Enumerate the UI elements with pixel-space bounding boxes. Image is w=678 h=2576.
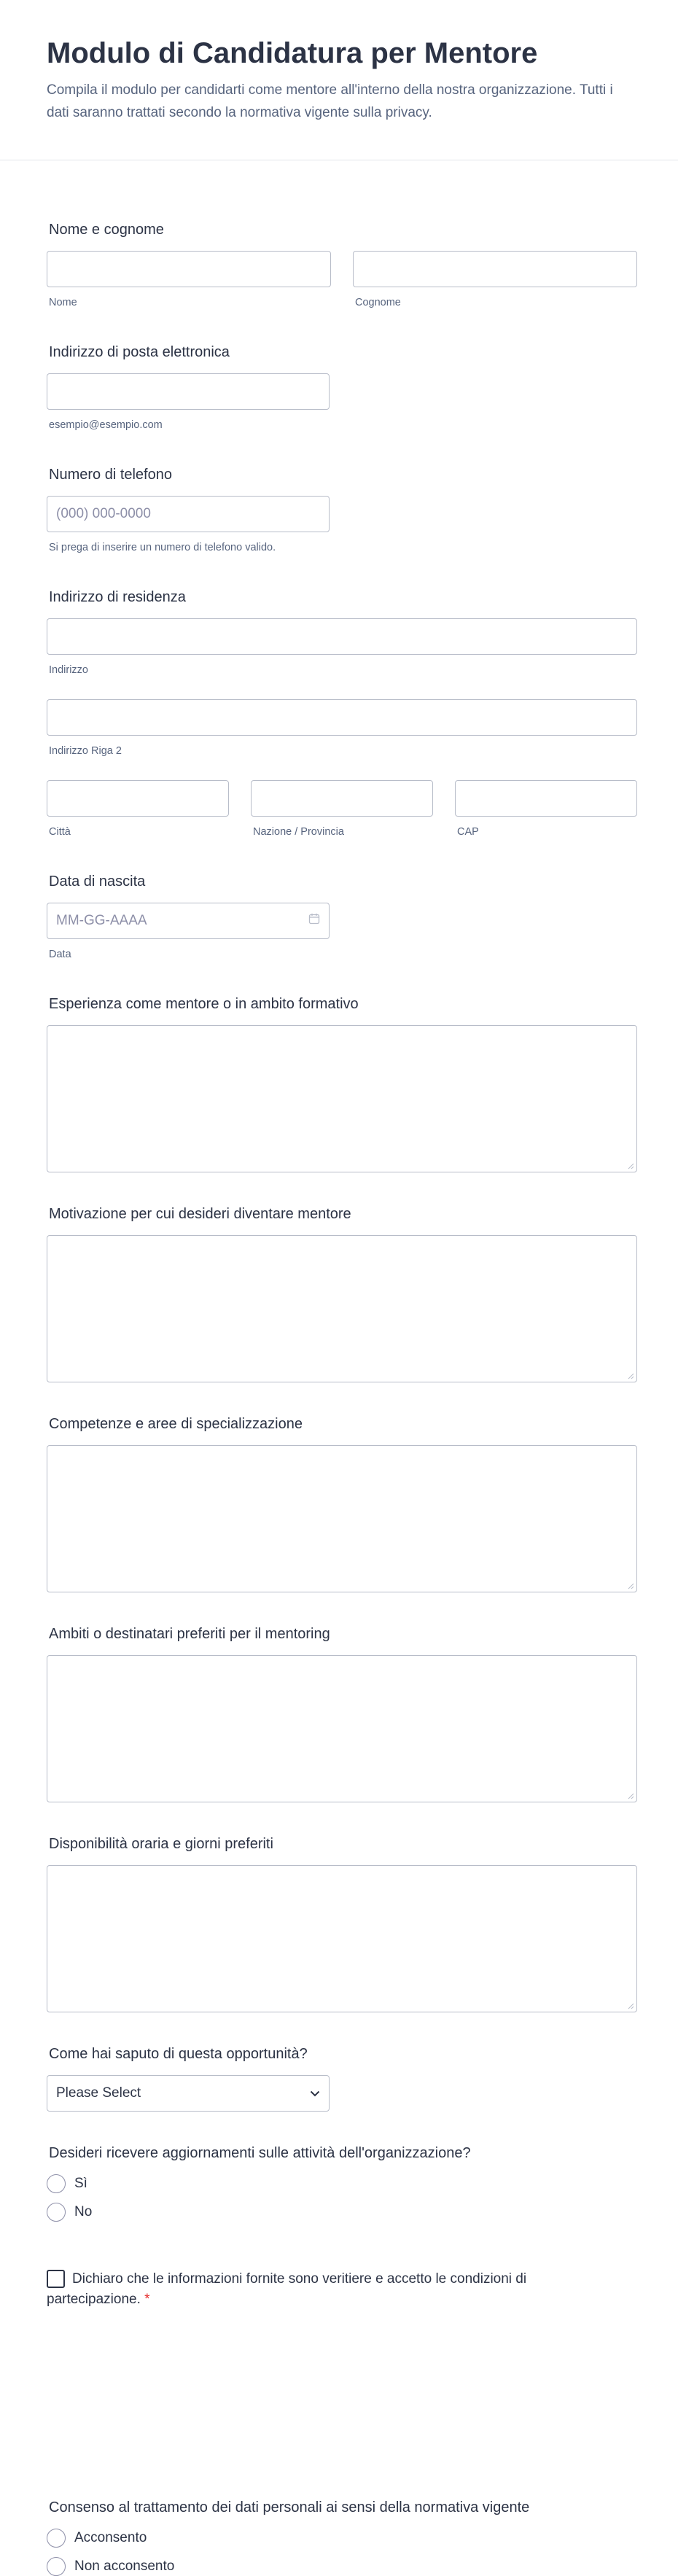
experience-textarea[interactable] bbox=[47, 1025, 637, 1172]
form-title: Modulo di Candidatura per Mentore bbox=[47, 37, 538, 69]
zip-input[interactable] bbox=[455, 780, 637, 817]
source-label: Come hai saputo di questa opportunità? bbox=[49, 2046, 308, 2062]
email-sublabel: esempio@esempio.com bbox=[49, 419, 163, 431]
first-name-input[interactable] bbox=[47, 251, 331, 287]
consent-option-yes[interactable] bbox=[47, 2529, 147, 2548]
phone-sublabel: Si prega di inserire un numero di telefono valido. bbox=[49, 542, 276, 553]
birth-date-placeholder: MM-GG-AAAA bbox=[56, 913, 147, 928]
email-label: Indirizzo di posta elettronica bbox=[49, 344, 230, 360]
birth-date-sublabel: Data bbox=[49, 949, 71, 960]
declaration-text: Dichiaro che le informazioni fornite sono veritiere e accetto le condizioni di partecipazione. bbox=[47, 2271, 527, 2307]
required-mark: * bbox=[144, 2291, 150, 2307]
updates-option-no-label: No bbox=[74, 2204, 93, 2219]
zip-sublabel: CAP bbox=[457, 826, 479, 838]
address-label: Indirizzo di residenza bbox=[49, 589, 186, 605]
skills-label: Competenze e aree di specializzazione bbox=[49, 1416, 303, 1432]
consent-option-no[interactable] bbox=[47, 2557, 174, 2576]
last-name-sublabel: Cognome bbox=[355, 297, 401, 308]
state-sublabel: Nazione / Provincia bbox=[253, 826, 344, 838]
updates-option-no[interactable] bbox=[47, 2203, 92, 2222]
radio-circle[interactable] bbox=[47, 2557, 66, 2576]
availability-textarea[interactable] bbox=[47, 1865, 637, 2012]
address-line2-sublabel: Indirizzo Riga 2 bbox=[49, 745, 122, 757]
birth-date-input[interactable] bbox=[47, 903, 330, 939]
updates-option-yes[interactable] bbox=[47, 2174, 87, 2193]
city-input[interactable] bbox=[47, 780, 229, 817]
consent-label: Consenso al trattamento dei dati personali ai sensi della normativa vigente bbox=[49, 2499, 530, 2515]
radio-circle[interactable] bbox=[47, 2529, 66, 2548]
source-select[interactable] bbox=[47, 2075, 330, 2112]
email-input[interactable] bbox=[47, 373, 330, 410]
resize-grip-icon[interactable] bbox=[627, 1372, 634, 1380]
last-name-input[interactable] bbox=[353, 251, 637, 287]
resize-grip-icon[interactable] bbox=[627, 1582, 634, 1589]
audience-textarea[interactable] bbox=[47, 1655, 637, 1802]
state-input[interactable] bbox=[251, 780, 433, 817]
calendar-icon[interactable] bbox=[308, 913, 320, 929]
phone-label: Numero di telefono bbox=[49, 467, 172, 483]
address-line1-sublabel: Indirizzo bbox=[49, 664, 88, 676]
availability-label: Disponibilità oraria e giorni preferiti bbox=[49, 1836, 273, 1852]
radio-circle[interactable] bbox=[47, 2203, 66, 2222]
form-header bbox=[0, 0, 678, 160]
address-line2-input[interactable] bbox=[47, 699, 637, 736]
address-line1-input[interactable] bbox=[47, 618, 637, 655]
consent-option-yes-label: Acconsento bbox=[74, 2530, 147, 2545]
source-selected-value: Please Select bbox=[56, 2085, 141, 2101]
updates-option-yes-label: Sì bbox=[74, 2176, 87, 2191]
city-sublabel: Città bbox=[49, 826, 71, 838]
birth-label: Data di nascita bbox=[49, 873, 146, 890]
chevron-down-icon bbox=[310, 2085, 320, 2101]
skills-textarea[interactable] bbox=[47, 1445, 637, 1592]
experience-label: Esperienza come mentore o in ambito formativo bbox=[49, 996, 359, 1012]
phone-placeholder: (000) 000-0000 bbox=[56, 506, 151, 521]
name-label: Nome e cognome bbox=[49, 222, 164, 238]
declaration-field bbox=[47, 2269, 586, 2309]
resize-grip-icon[interactable] bbox=[627, 2002, 634, 2009]
consent-option-no-label: Non acconsento bbox=[74, 2559, 175, 2574]
first-name-sublabel: Nome bbox=[49, 297, 77, 308]
audience-label: Ambiti o destinatari preferiti per il mentoring bbox=[49, 1626, 330, 1642]
declaration-checkbox[interactable] bbox=[47, 2270, 65, 2288]
motivation-textarea[interactable] bbox=[47, 1235, 637, 1382]
motivation-label: Motivazione per cui desideri diventare mentore bbox=[49, 1206, 351, 1222]
updates-label: Desideri ricevere aggiornamenti sulle attività dell'organizzazione? bbox=[49, 2145, 471, 2161]
phone-input[interactable] bbox=[47, 496, 330, 532]
radio-circle[interactable] bbox=[47, 2174, 66, 2193]
form-description: Compila il modulo per candidarti come mentore all'interno della nostra organizzazione. Tutti i dati saranno trattati secondo la normativa vigente sulla privacy. bbox=[47, 82, 613, 121]
resize-grip-icon[interactable] bbox=[627, 1792, 634, 1799]
resize-grip-icon[interactable] bbox=[627, 1162, 634, 1170]
